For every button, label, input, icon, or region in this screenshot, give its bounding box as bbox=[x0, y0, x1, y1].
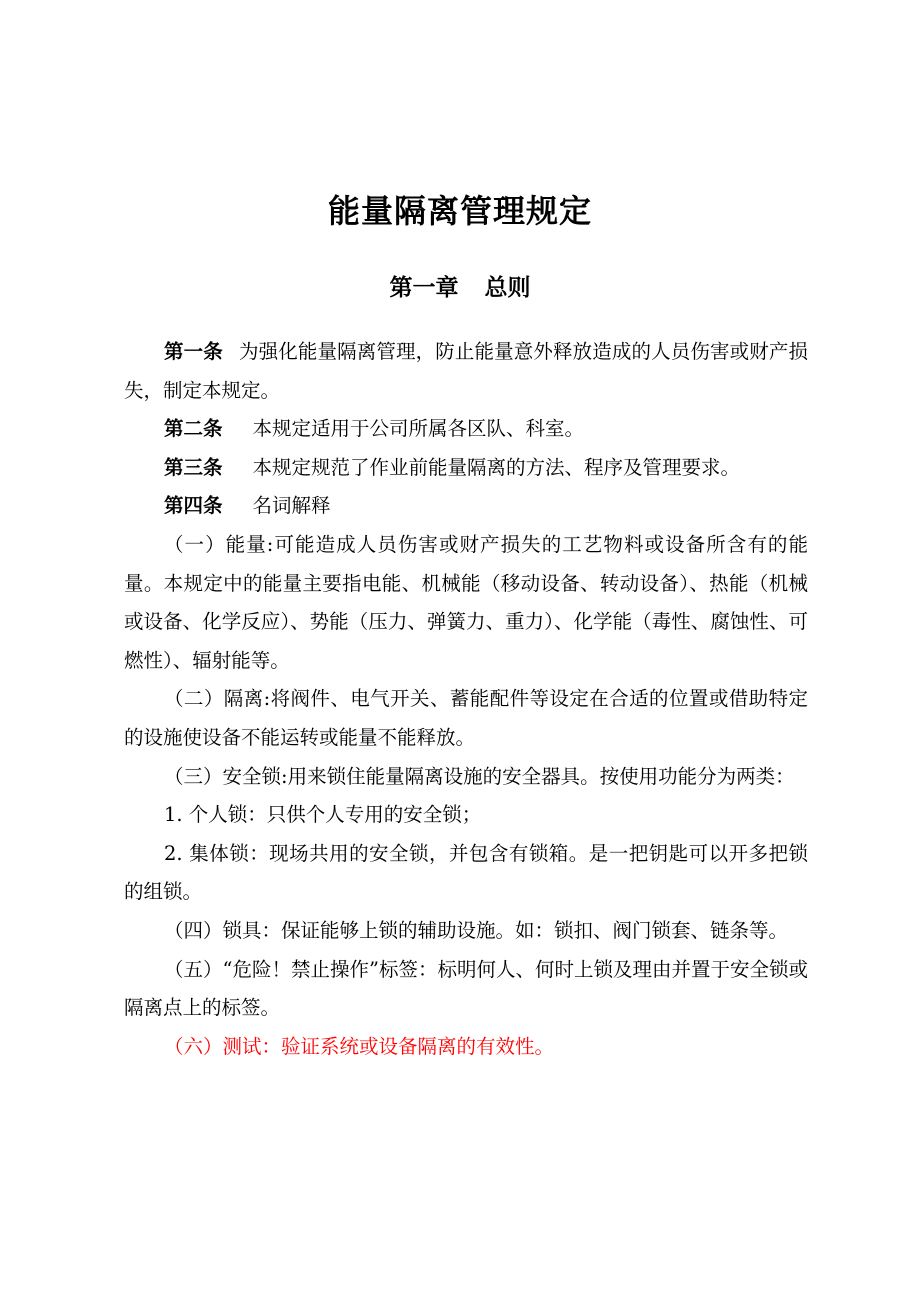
definition-danger-tag: （五）“危险！禁止操作”标签：标明何人、何时上锁及理由并置于安全锁或隔离点上的标签。 bbox=[124, 957, 808, 1020]
definition-lock-device: （四）锁具：保证能够上锁的辅助设施。如：锁扣、阀门锁套、链条等。 bbox=[164, 918, 789, 942]
article-2 bbox=[124, 410, 808, 449]
article-label: 第一条 bbox=[164, 340, 223, 363]
chapter-number: 第一章 bbox=[389, 275, 459, 301]
article-text: 本规定规范了作业前能量隔离的方法、程序及管理要求。 bbox=[252, 455, 741, 479]
article-label: 第四条 bbox=[164, 494, 223, 518]
definition-safety-lock: （三）安全锁:用来锁住能量隔离设施的安全器具。按使用功能分为两类： bbox=[164, 764, 795, 788]
definition-test: （六）测试：验证系统或设备隔离的有效性。 bbox=[164, 1034, 555, 1058]
article-text: 名词解释 bbox=[252, 494, 331, 518]
definition-energy: （一）能量:可能造成人员伤害或财产损失的工艺物料或设备所含有的能量。本规定中的能量主要指电能、机械能（移动设备、转动设备）、热能（机械或设备、化学反应）、势能（压力、弹簧力、重力）、化学能（毒性、腐蚀性、可燃性）、辐射能等。 bbox=[124, 532, 808, 672]
document-title: 能量隔离管理规定 bbox=[327, 192, 592, 230]
document-body bbox=[124, 333, 808, 1066]
article-1 bbox=[124, 333, 808, 410]
definition-personal-lock: 1. 个人锁：只供个人专用的安全锁； bbox=[164, 803, 482, 827]
article-3 bbox=[124, 449, 808, 488]
article-label: 第三条 bbox=[164, 455, 223, 479]
definition-isolation: （二）隔离:将阀件、电气开关、蓄能配件等设定在合适的位置或借助特定的设施使设备不能运转或能量不能释放。 bbox=[124, 687, 808, 749]
article-label: 第二条 bbox=[164, 417, 223, 441]
chapter-name: 总则 bbox=[484, 275, 531, 301]
article-text: 为强化能量隔离管理，防止能量意外释放造成的人员伤害或财产损失，制定本规定。 bbox=[124, 340, 808, 402]
article-text: 本规定适用于公司所属各区队、科室。 bbox=[252, 417, 585, 441]
definition-group-lock: 2. 集体锁：现场共用的安全锁，并包含有锁箱。是一把钥匙可以开多把锁的组锁。 bbox=[124, 841, 808, 904]
article-4 bbox=[124, 487, 808, 526]
chapter-heading bbox=[0, 270, 920, 306]
